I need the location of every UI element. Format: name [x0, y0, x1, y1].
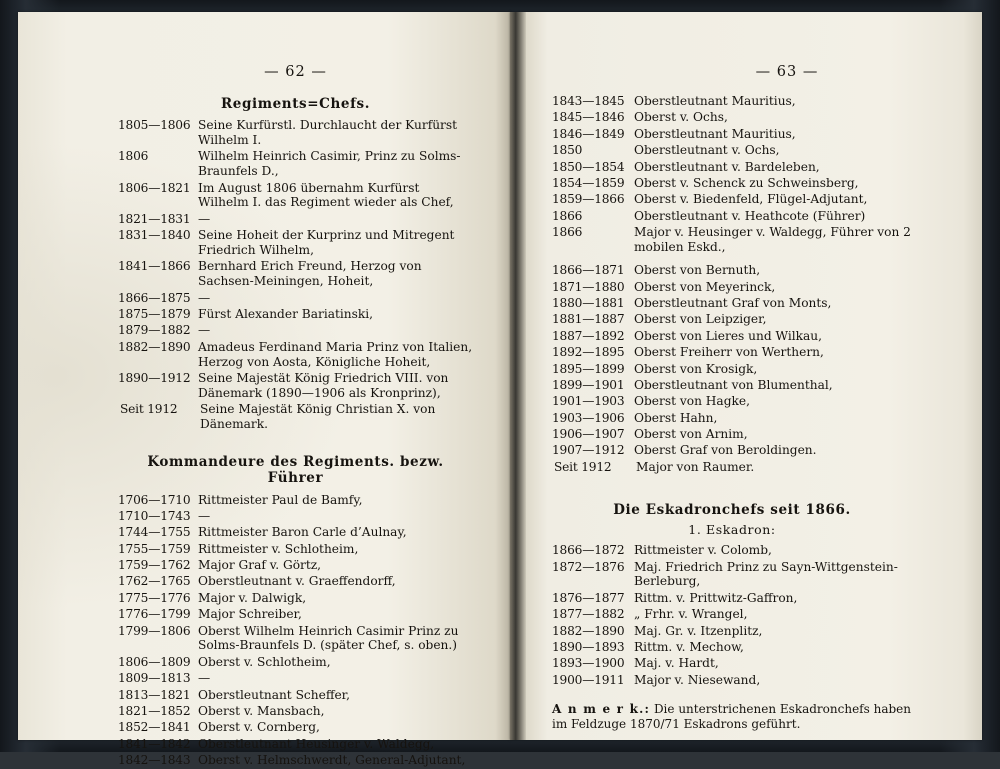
entry-years: 1871—1880 — [552, 279, 625, 294]
entry-years: 1876—1877 — [552, 590, 625, 605]
entry-years: 1846—1849 — [552, 126, 625, 141]
list-item — [118, 607, 473, 622]
right-page — [510, 12, 982, 740]
entry-text: Rittmeister Baron Carle d’Aulnay, — [198, 525, 407, 540]
entry-text: Oberst Hahn, — [634, 410, 718, 425]
entry-text: Fürst Alexander Bariatinski, — [198, 307, 374, 321]
list-item — [118, 402, 473, 432]
entry-text: Oberst von Krosigk, — [634, 361, 758, 376]
entry-text: — — [198, 290, 211, 305]
entry-years: 1806—1809 — [118, 654, 191, 669]
list-item — [552, 110, 912, 125]
entry-years: 1866—1871 — [552, 263, 625, 278]
list-item — [552, 362, 912, 377]
entry-text: Oberst von Meyerinck, — [634, 279, 776, 294]
entry-text: Oberst von Hagke, — [634, 394, 750, 409]
entry-years: 1813—1821 — [118, 687, 191, 702]
entry-text: Oberst v. Cornberg, — [198, 720, 320, 735]
list-item — [552, 280, 912, 295]
list-item — [118, 753, 473, 768]
list-item — [118, 671, 473, 686]
list-item — [118, 509, 473, 524]
list-item — [552, 656, 912, 671]
entry-text: Oberst v. Mansbach, — [198, 703, 325, 718]
entry-text: Seine Hoheit der Kurprinz und Mitregent Friedrich Wilhelm, — [198, 228, 455, 257]
section-heading-kommandeure: Kommandeure des Regiments. bezw. Führer — [147, 453, 444, 486]
entry-years: 1845—1846 — [552, 110, 625, 125]
list-item — [118, 655, 473, 670]
list-item — [118, 624, 473, 654]
entry-text: Rittmeister Paul de Bamfy, — [198, 492, 363, 507]
entry-list-eskadronchefs — [552, 543, 912, 687]
entry-years: 1887—1892 — [552, 328, 625, 343]
entry-text: Amadeus Ferdinand Maria Prinz von Italien, Herzog von Aosta, Königliche Hoheit, — [198, 339, 473, 369]
list-item — [552, 225, 912, 255]
entry-text: Rittm. v. Prittwitz-Gaffron, — [634, 590, 798, 605]
list-item — [118, 181, 473, 211]
entry-years: 1841—1842 — [118, 736, 191, 751]
list-item — [118, 291, 473, 306]
entry-text: Bernhard Erich Freund, Herzog von Sachsen-Meiningen, Hoheit, — [198, 259, 422, 289]
list-item — [118, 737, 473, 752]
entry-years: 1850—1854 — [552, 159, 625, 174]
entry-years: 1776—1799 — [118, 607, 191, 622]
list-item — [552, 312, 912, 327]
list-item — [552, 345, 912, 360]
left-page — [18, 12, 510, 767]
entry-years: 1906—1907 — [552, 427, 625, 441]
entry-text: Major v. Dalwigk, — [198, 590, 307, 605]
list-item — [552, 543, 912, 558]
entry-years: 1882—1890 — [118, 339, 191, 354]
entry-years: 1866 — [552, 225, 583, 239]
page-folio-right: — 63 — — [755, 64, 819, 80]
entry-years: 1879—1882 — [118, 323, 191, 338]
entry-text: Rittmeister v. Schlotheim, — [198, 541, 359, 556]
entry-years: 1866—1875 — [118, 290, 191, 305]
list-item — [552, 329, 912, 344]
entry-text: Oberstleutnant Graf von Monts, — [634, 296, 832, 310]
list-item — [118, 259, 473, 289]
footnote-anmerkung — [552, 702, 912, 733]
list-item — [118, 371, 473, 401]
entry-years: 1759—1762 — [118, 558, 191, 572]
entry-text: Maj. Gr. v. Itzenplitz, — [634, 623, 763, 638]
list-item — [118, 340, 473, 370]
list-item — [552, 209, 912, 224]
book-gutter — [510, 12, 526, 740]
entry-years: 1895—1899 — [552, 361, 625, 376]
list-item — [552, 296, 912, 311]
entry-years: 1882—1890 — [552, 623, 625, 638]
entry-years: 1843—1845 — [552, 94, 625, 108]
page-folio-left: — 62 — — [264, 64, 327, 80]
list-item — [118, 118, 473, 148]
list-item — [118, 591, 473, 606]
entry-years: 1842—1843 — [118, 753, 191, 767]
entry-text: — — [198, 323, 211, 338]
entry-years: 1890—1912 — [118, 371, 191, 385]
entry-years: 1755—1759 — [118, 541, 191, 556]
footnote-text: Die unterstrichenen Eskadronchefs haben im Feldzuge 1870/71 Eskadrons geführt. — [552, 701, 911, 732]
entry-years: 1852—1841 — [118, 720, 191, 735]
list-item — [118, 228, 473, 258]
entry-text: Oberstleutnant v. Heathcote (Führer) — [634, 208, 866, 223]
entry-text: Oberstleutnant Mauritius, — [634, 94, 796, 108]
entry-text: Oberst von Leipziger, — [634, 312, 767, 327]
entry-text: Oberstleutnant v. Graeffendorff, — [198, 574, 396, 589]
entry-text: Maj. Friedrich Prinz zu Sayn-Wittgenstein-Berleburg, — [634, 559, 898, 589]
entry-list-kommandeure-cont — [552, 94, 912, 475]
list-item — [118, 542, 473, 557]
entry-text: Wilhelm Heinrich Casimir, Prinz zu Solms-Braunfels D., — [198, 149, 461, 179]
list-item — [552, 394, 912, 409]
list-item — [118, 574, 473, 589]
entry-text: Rittmeister v. Colomb, — [634, 543, 772, 558]
section-heading-eskadronchefs: Die Eskadronchefs seit 1866. — [613, 502, 851, 519]
entry-text: Oberst Freiherr von Werthern, — [634, 345, 824, 360]
entry-years: 1900—1911 — [552, 672, 625, 687]
list-item — [552, 176, 912, 191]
list-item — [552, 127, 912, 142]
entry-years: 1901—1903 — [552, 394, 625, 409]
entry-years: 1806—1821 — [118, 180, 191, 195]
entry-text: Oberst v. Helmschwerdt, General-Adjutant, — [198, 753, 466, 767]
entry-years: 1841—1866 — [118, 259, 191, 274]
list-item — [552, 460, 912, 475]
entry-text: Major Graf v. Görtz, — [198, 558, 322, 572]
list-item — [552, 411, 912, 426]
list-item — [118, 688, 473, 703]
entry-years: 1892—1895 — [552, 345, 625, 360]
entry-years: 1744—1755 — [118, 525, 191, 540]
entry-years: 1881—1887 — [552, 312, 625, 327]
entry-list-kommandeure — [118, 493, 473, 768]
list-item — [552, 673, 912, 688]
entry-text: Oberstleutnant v. Ochs, — [634, 143, 780, 158]
entry-text: — — [198, 671, 211, 686]
entry-years: 1799—1806 — [118, 623, 191, 638]
entry-years: 1877—1882 — [552, 607, 625, 622]
entry-text: — — [198, 211, 211, 226]
entry-text: „ Frhr. v. Wrangel, — [634, 607, 748, 622]
entry-text: Oberst v. Schlotheim, — [198, 654, 331, 669]
entry-years: Seit 1912 — [554, 459, 612, 474]
entry-years: 1899—1901 — [552, 377, 625, 392]
list-item — [552, 427, 912, 442]
entry-years: 1706—1710 — [118, 492, 191, 507]
entry-text: Major Schreiber, — [198, 607, 302, 622]
entry-years: 1821—1831 — [118, 211, 191, 226]
entry-text: Oberstleutnant Heusinger v. Waldegg, — [198, 736, 435, 751]
entry-text: Oberstleutnant Mauritius, — [634, 126, 796, 141]
entry-text: Seine Majestät König Friedrich VIII. von Dänemark (1890—1906 als Kronprinz), — [198, 371, 449, 400]
list-item — [552, 160, 912, 175]
entry-text: — — [198, 508, 211, 523]
entry-text: Oberst von Arnim, — [634, 427, 748, 441]
list-item — [552, 443, 912, 458]
entry-text: Maj. v. Hardt, — [634, 656, 719, 671]
entry-years: 1903—1906 — [552, 410, 625, 425]
section-heading-regiments-chefs: Regiments=Chefs. — [220, 96, 371, 112]
entry-years: 1809—1813 — [118, 671, 191, 686]
list-item — [118, 323, 473, 338]
entry-text: Oberstleutnant von Blumenthal, — [634, 377, 833, 392]
entry-text: Oberst v. Biedenfeld, Flügel-Adjutant, — [634, 192, 868, 207]
entry-years: 1805—1806 — [118, 118, 191, 132]
entry-years: 1821—1852 — [118, 703, 191, 718]
list-item — [552, 560, 912, 590]
entry-text: Oberst v. Schenck zu Schweinsberg, — [634, 175, 859, 190]
list-item — [552, 378, 912, 393]
entry-text: Rittm. v. Mechow, — [634, 639, 744, 654]
entry-text: Im August 1806 übernahm Kurfürst Wilhelm I. das Regiment wieder als Chef, — [198, 180, 454, 210]
list-item — [552, 94, 912, 109]
list-item — [118, 493, 473, 508]
entry-years: 1872—1876 — [552, 559, 625, 574]
entry-years: 1893—1900 — [552, 656, 625, 671]
entry-years: 1875—1879 — [118, 307, 191, 321]
list-item — [552, 591, 912, 606]
entry-years: 1907—1912 — [552, 443, 625, 458]
entry-text: Oberst von Lieres und Wilkau, — [634, 328, 823, 343]
list-item — [118, 525, 473, 540]
entry-years: 1831—1840 — [118, 228, 191, 243]
list-item — [552, 192, 912, 207]
entry-years: 1880—1881 — [552, 296, 625, 310]
entry-years: 1762—1765 — [118, 574, 191, 589]
entry-text: Oberstleutnant Scheffer, — [198, 687, 351, 702]
entry-text: Major von Raumer. — [636, 459, 755, 474]
entry-text: Oberst Graf von Beroldingen. — [634, 443, 817, 458]
entry-years: 1866—1872 — [552, 543, 625, 558]
entry-years: 1866 — [552, 208, 583, 223]
entry-years: Seit 1912 — [120, 402, 178, 417]
list-item — [118, 149, 473, 179]
entry-years: 1775—1776 — [118, 590, 191, 605]
subsection-heading-1-eskadron: 1. Eskadron: — [688, 522, 776, 538]
list-item — [118, 307, 473, 322]
list-item — [552, 143, 912, 158]
list-item — [552, 263, 912, 278]
entry-text: Oberst v. Ochs, — [634, 110, 728, 125]
entry-text: Seine Kurfürstl. Durchlaucht der Kurfürst Wilhelm I. — [198, 118, 458, 147]
entry-text: Seine Majestät König Christian X. von Dänemark. — [200, 402, 436, 432]
list-item — [118, 558, 473, 573]
list-item — [118, 704, 473, 719]
entry-years: 1710—1743 — [118, 508, 191, 523]
entry-years: 1859—1866 — [552, 192, 625, 207]
entry-text: Major v. Heusinger v. Waldegg, Führer von 2 mobilen Eskd., — [634, 225, 911, 254]
list-item — [118, 720, 473, 735]
list-item — [118, 212, 473, 227]
entry-text: Oberstleutnant v. Bardeleben, — [634, 159, 820, 174]
list-item — [552, 607, 912, 622]
footnote-label: A n m e r k.: — [552, 701, 651, 716]
entry-text: Oberst von Bernuth, — [634, 263, 761, 278]
page-spread — [18, 12, 982, 767]
entry-years: 1850 — [552, 143, 583, 158]
entry-text: Major v. Niesewand, — [634, 672, 761, 687]
entry-years: 1890—1893 — [552, 639, 625, 654]
entry-list-regiments-chefs — [118, 118, 473, 432]
list-item — [552, 624, 912, 639]
list-item — [552, 640, 912, 655]
entry-years: 1806 — [118, 149, 149, 164]
entry-text: Oberst Wilhelm Heinrich Casimir Prinz zu Solms-Braunfels D. (später Chef, s. oben.) — [198, 623, 459, 653]
entry-years: 1854—1859 — [552, 175, 625, 190]
